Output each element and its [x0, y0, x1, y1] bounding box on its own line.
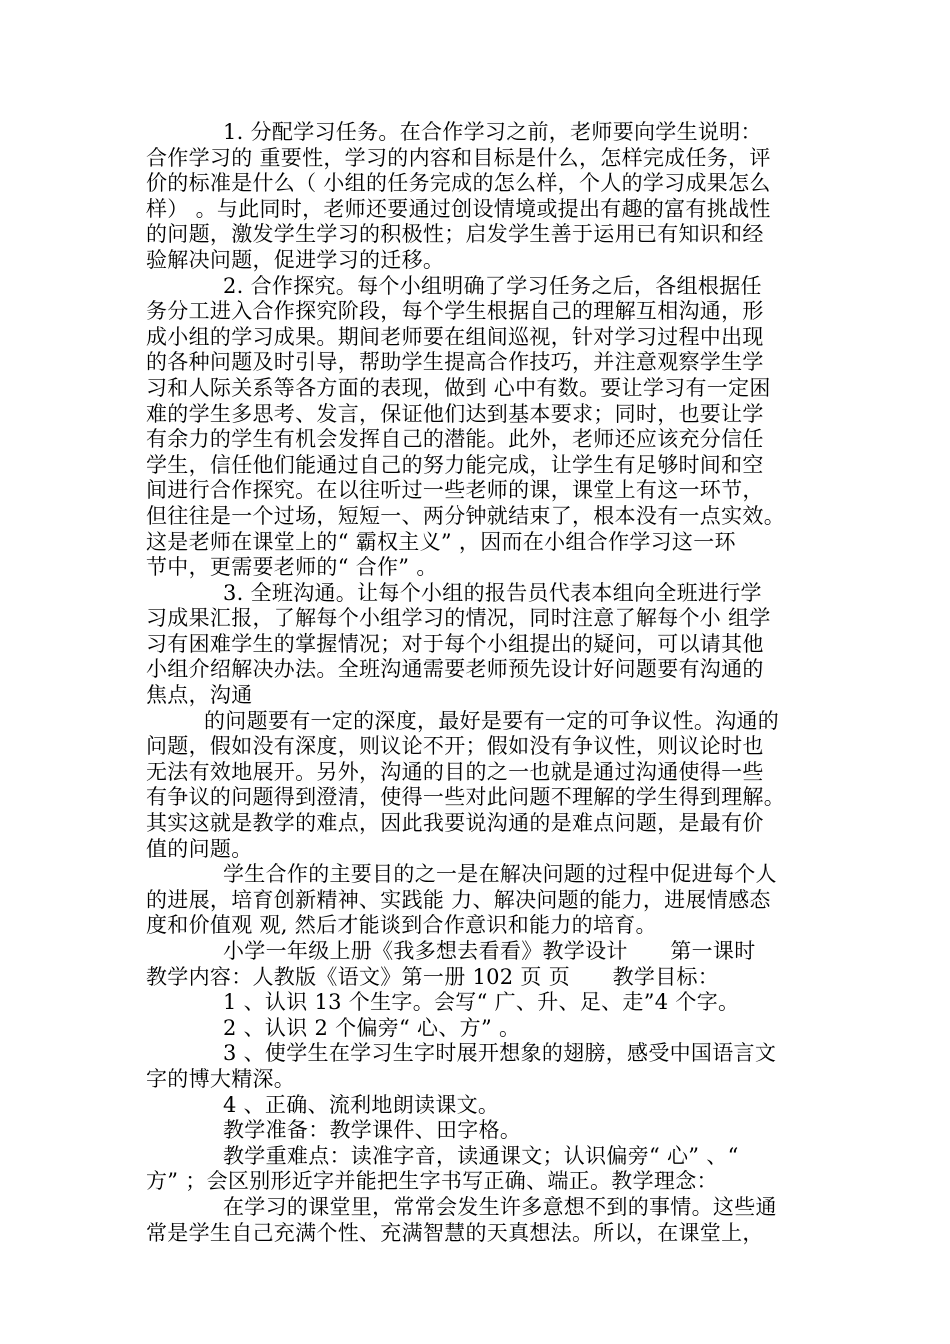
text-line: 字的博大精深。 — [146, 1066, 296, 1091]
text-line: 小组介绍解决办法。全班沟通需要老师预先设计好问题要有沟通的 — [146, 657, 764, 682]
text-line: 但往往是一个过场，短短一、两分钟就结束了，根本没有一点实效。 — [146, 503, 785, 528]
document-body — [146, 120, 840, 1246]
text-line: 间进行合作探究。在以往听过一些老师的课，课堂上有这一环节， — [146, 478, 764, 503]
text-line: 2 、认识 2 个偏旁“ 心、方” 。 — [223, 1015, 521, 1040]
text-line: 方” ；会区别形近字并能把生字书写正确、端正。教学理念： — [146, 1169, 718, 1194]
text-line: 习成果汇报，了解每个小组学习的情况，同时注意了解每个小 组学 — [146, 606, 771, 631]
text-line: 4 、正确、流利地朗读课文。 — [223, 1092, 500, 1117]
text-line: 价的标准是什么（ 小组的任务完成的怎么样，个人的学习成果怎么 — [146, 171, 771, 196]
text-line: 习和人际关系等各方面的表现，做到 心中有数。要让学习有一定困 — [146, 375, 771, 400]
text-line: 教学内容：人教版《语文》第一册 102 页 页 教学目标： — [146, 964, 720, 989]
text-line: 的进展，培育创新精神、实践能 力、解决问题的能力，进展情感态 — [146, 887, 771, 912]
text-line: 教学准备：教学课件、田字格。 — [223, 1118, 522, 1143]
text-line: 焦点，沟通 — [146, 683, 253, 708]
text-line: 学生，信任他们能通过自己的努力能完成，让学生有足够时间和空 — [146, 452, 764, 477]
text-line: 合作学习的 重要性，学习的内容和目标是什么，怎样完成任务，评 — [146, 145, 771, 170]
text-line: 有争议的问题得到澄清，使得一些对此问题不理解的学生得到理解。 — [146, 785, 785, 810]
text-line: 度和价值观 观, 然后才能谈到合作意识和能力的培育。 — [146, 913, 657, 938]
text-line: 验解决问题，促进学习的迁移。 — [146, 247, 445, 272]
text-line: 有余力的学生有机会发挥自己的潜能。此外，老师还应该充分信任 — [146, 427, 764, 452]
text-line: 这是老师在课堂上的“ 霸权主义” ，因而在小组合作学习这一环 — [146, 529, 736, 554]
text-line: 学生合作的主要目的之一是在解决问题的过程中促进每个人 — [223, 862, 777, 887]
text-line: 3. 全班沟通。让每个小组的报告员代表本组向全班进行学 — [223, 580, 762, 605]
text-line: 小学一年级上册《我多想去看看》教学设计 第一课时 — [223, 939, 756, 963]
text-line: 的问题，激发学生学习的积极性；启发学生善于运用已有知识和经 — [146, 222, 764, 247]
text-line: 的问题要有一定的深度，最好是要有一定的可争议性。沟通的 — [204, 708, 780, 733]
text-line: 难的学生多思考、发言，保证他们达到基本要求；同时，也要让学 — [146, 401, 764, 426]
text-line: 常是学生自己充满个性、充满智慧的天真想法。所以，在课堂上， — [146, 1220, 764, 1245]
text-line: 无法有效地展开。另外，沟通的目的之一也就是通过沟通使得一些 — [146, 759, 764, 784]
text-line: 1. 分配学习任务。在合作学习之前，老师要向学生说明： — [223, 120, 762, 144]
text-line: 3 、使学生在学习生字时展开想象的翅膀，感受中国语言文 — [223, 1041, 777, 1066]
text-line: 值的问题。 — [146, 836, 253, 861]
text-line: 1 、认识 13 个生字。会写“ 广、升、足、走”4 个字。 — [223, 990, 740, 1015]
text-line: 样） 。与此同时，老师还要通过创设情境或提出有趣的富有挑战性 — [146, 196, 771, 221]
text-line: 习有困难学生的掌握情况；对于每个小组提出的疑问，可以请其他 — [146, 631, 764, 656]
text-line: 务分工进入合作探究阶段，每个学生根据自己的理解互相沟通，形 — [146, 299, 764, 324]
text-line: 的各种问题及时引导，帮助学生提高合作技巧，并注意观察学生学 — [146, 350, 764, 375]
text-line: 2. 合作探究。每个小组明确了学习任务之后，各组根据任 — [223, 273, 762, 298]
text-line: 教学重难点：读准字音，读通课文；认识偏旁“ 心” 、“ — [223, 1143, 739, 1168]
text-line: 节中，更需要老师的“ 合作” 。 — [146, 555, 438, 580]
text-line: 问题，假如没有深度，则议论不开；假如没有争议性，则议论时也 — [146, 734, 764, 759]
text-line: 在学习的课堂里，常常会发生许多意想不到的事情。这些通 — [223, 1194, 777, 1219]
text-line: 成小组的学习成果。期间老师要在组间巡视，针对学习过程中出现 — [146, 324, 764, 349]
text-line: 其实这就是教学的难点，因此我要说沟通的是难点问题，是最有价 — [146, 811, 764, 836]
